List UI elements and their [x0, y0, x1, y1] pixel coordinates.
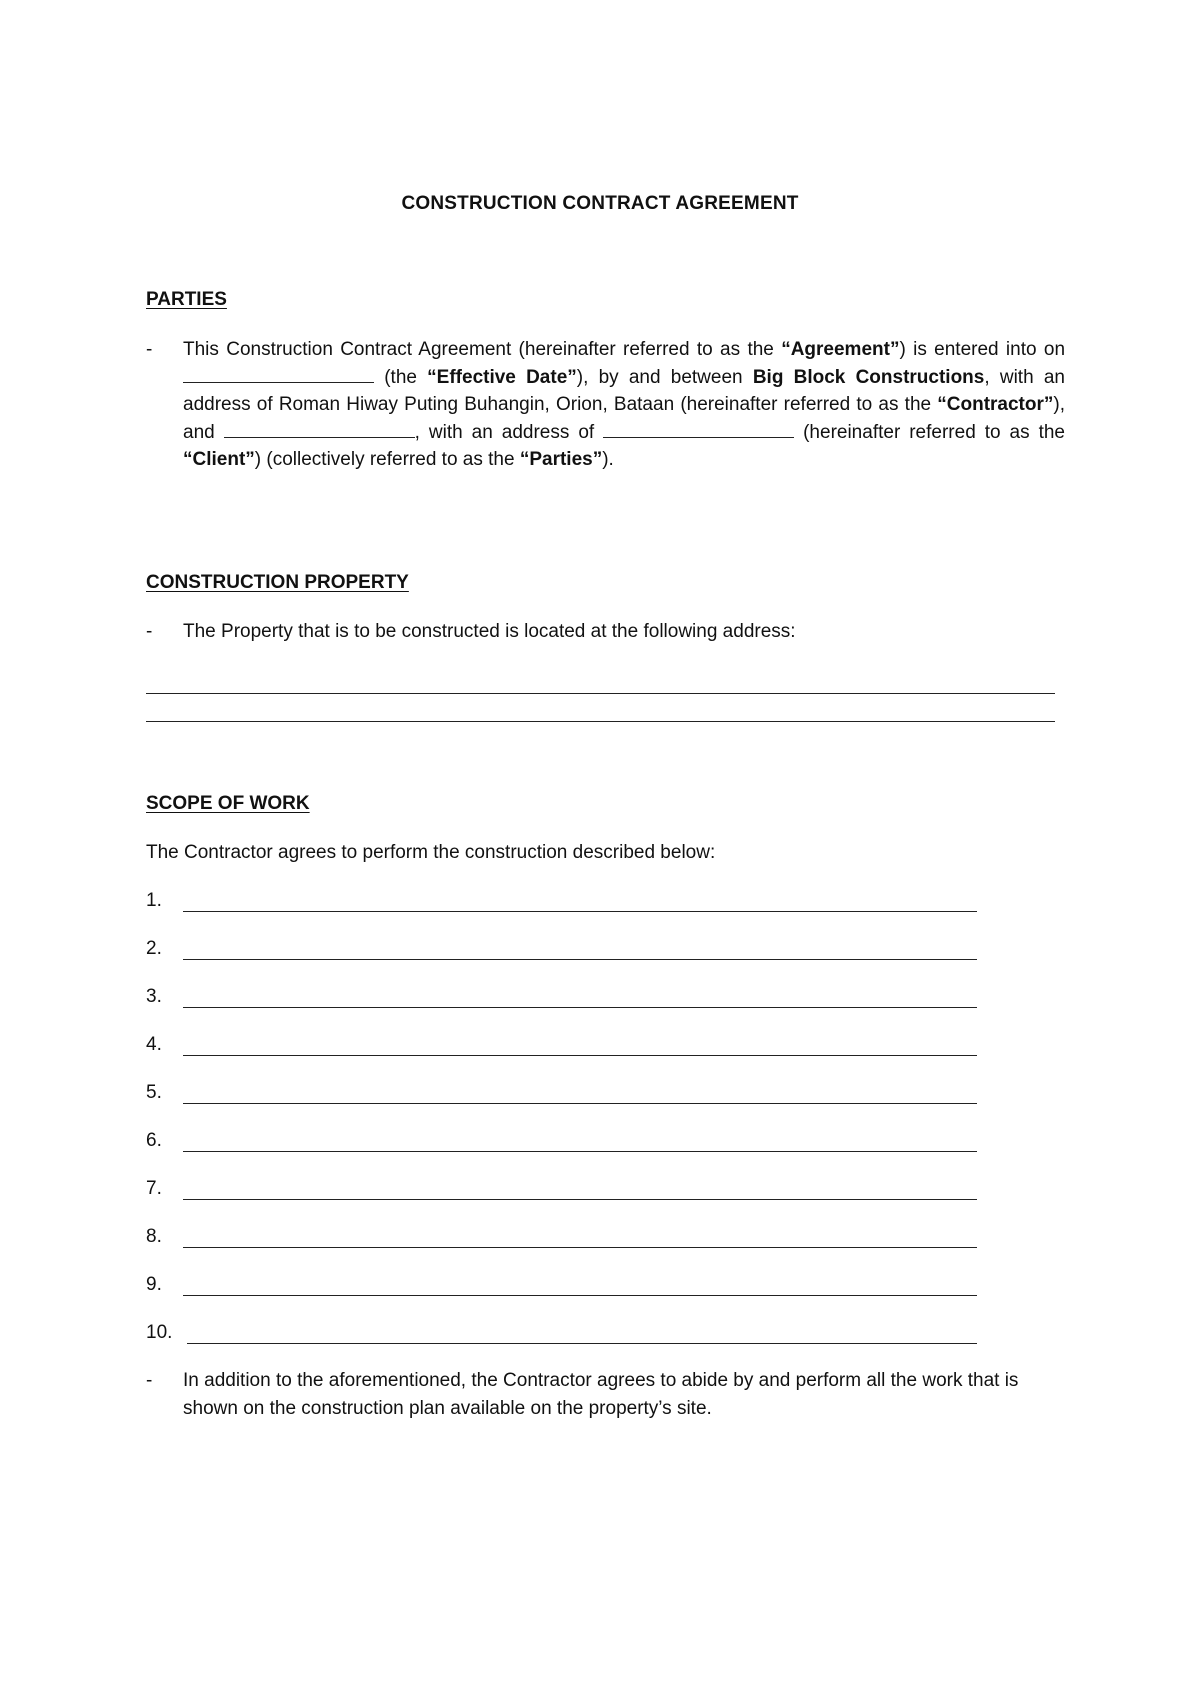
- parties-text-2: ) is entered into on: [899, 339, 1066, 360]
- scope-item-number: 4.: [146, 1034, 162, 1055]
- scope-item-line[interactable]: [183, 1247, 977, 1248]
- property-address-line-2[interactable]: [146, 721, 1055, 722]
- parties-text-7: , with an address of: [414, 421, 604, 443]
- agreement-term: “Agreement”: [781, 339, 900, 360]
- client-term: “Client”: [183, 449, 255, 471]
- scope-closing-paragraph: In addition to the aforementioned, the Contractor agrees to abide by and perform all the work that is shown on the construction plan available on the property’s site.: [183, 1370, 1019, 1419]
- parties-text-9: ) (collectively referred to as the: [254, 449, 520, 471]
- scope-item-line[interactable]: [183, 1295, 977, 1296]
- parties-heading: PARTIES: [146, 289, 227, 310]
- parties-text-6: ), and: [183, 394, 1065, 443]
- client-name-blank[interactable]: [224, 423, 415, 438]
- scope-item-number: 5.: [146, 1082, 162, 1103]
- scope-item-line[interactable]: [183, 959, 977, 960]
- construction-property-heading: CONSTRUCTION PROPERTY: [146, 572, 409, 593]
- property-bullet: -: [146, 621, 153, 642]
- scope-of-work-heading: SCOPE OF WORK: [146, 793, 310, 814]
- scope-item-line[interactable]: [183, 1103, 977, 1104]
- parties-paragraph: [183, 336, 1065, 474]
- parties-text-3: (the: [374, 366, 428, 388]
- scope-item-line[interactable]: [187, 1343, 977, 1344]
- scope-item-number: 3.: [146, 986, 162, 1007]
- parties-text-4: ), by and between: [576, 366, 753, 388]
- parties-term: “Parties”: [519, 449, 603, 471]
- property-address-line-1[interactable]: [146, 693, 1055, 694]
- scope-item-number: 8.: [146, 1226, 162, 1247]
- parties-bullet: -: [146, 339, 153, 360]
- scope-item-number: 7.: [146, 1178, 162, 1199]
- scope-item-number: 6.: [146, 1130, 162, 1151]
- closing-bullet: -: [146, 1370, 153, 1391]
- parties-text-5: , with an address of Roman Hiway Puting Buhangin, Orion, Bataan (hereinafter referred to as the: [183, 366, 1065, 416]
- scope-item-number: 10.: [146, 1322, 173, 1343]
- scope-item-line[interactable]: [183, 1055, 977, 1056]
- parties-text-10: ).: [602, 449, 614, 471]
- scope-item-line[interactable]: [183, 911, 977, 912]
- contractor-term: “Contractor”: [937, 394, 1054, 416]
- company-name: Big Block Constructions: [752, 366, 985, 388]
- effective-date-term: “Effective Date”: [427, 366, 577, 388]
- scope-item-line[interactable]: [183, 1007, 977, 1008]
- scope-item-number: 9.: [146, 1274, 162, 1295]
- effective-date-blank[interactable]: [183, 368, 374, 383]
- scope-intro: The Contractor agrees to perform the construction described below:: [146, 842, 716, 863]
- parties-text-8: (hereinafter referred to as the: [794, 421, 1065, 443]
- parties-text-1: This Construction Contract Agreement (hereinafter referred to as the: [183, 339, 782, 360]
- scope-item-number: 1.: [146, 890, 162, 911]
- client-address-blank[interactable]: [603, 423, 794, 438]
- document-title: CONSTRUCTION CONTRACT AGREEMENT: [401, 193, 799, 214]
- property-text: The Property that is to be constructed is located at the following address:: [183, 621, 796, 642]
- scope-item-line[interactable]: [183, 1151, 977, 1152]
- scope-item-line[interactable]: [183, 1199, 977, 1200]
- scope-item-number: 2.: [146, 938, 162, 959]
